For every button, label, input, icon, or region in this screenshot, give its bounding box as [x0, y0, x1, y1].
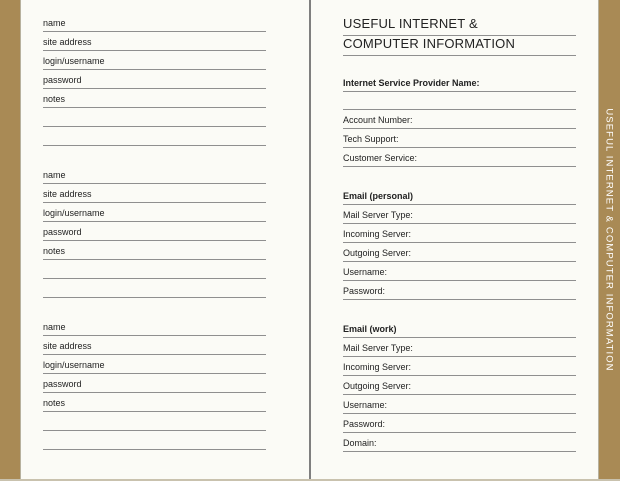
personal-username-field[interactable]: Username:: [343, 264, 576, 281]
password-field[interactable]: password: [43, 72, 266, 89]
work-incoming-server-field[interactable]: Incoming Server:: [343, 359, 576, 376]
work-password-field[interactable]: Password:: [343, 416, 576, 433]
work-username-field[interactable]: Username:: [343, 397, 576, 414]
isp-name-field[interactable]: Internet Service Provider Name:: [343, 75, 576, 92]
password-field[interactable]: password: [43, 376, 266, 393]
page-title-line-1: USEFUL INTERNET &: [343, 16, 576, 36]
notes-extra-line[interactable]: [43, 129, 266, 146]
page-title-line-2: COMPUTER INFORMATION: [343, 36, 576, 56]
notes-extra-line[interactable]: [43, 281, 266, 298]
notes-field[interactable]: notes: [43, 395, 266, 412]
personal-outgoing-server-field[interactable]: Outgoing Server:: [343, 245, 576, 262]
left-tab-edge: [0, 0, 20, 481]
account-number-field[interactable]: Account Number:: [343, 112, 576, 129]
name-field[interactable]: name: [43, 167, 266, 184]
isp-name-extra-line[interactable]: [343, 93, 576, 110]
work-domain-field[interactable]: Domain:: [343, 435, 576, 452]
notes-field[interactable]: notes: [43, 91, 266, 108]
notes-extra-line[interactable]: [43, 110, 266, 127]
customer-service-field[interactable]: Customer Service:: [343, 150, 576, 167]
name-field[interactable]: name: [43, 15, 266, 32]
login-username-field[interactable]: login/username: [43, 357, 266, 374]
password-field[interactable]: password: [43, 224, 266, 241]
work-outgoing-server-field[interactable]: Outgoing Server:: [343, 378, 576, 395]
notes-field[interactable]: notes: [43, 243, 266, 260]
personal-password-field[interactable]: Password:: [343, 283, 576, 300]
left-page-edge: [20, 0, 21, 481]
name-field[interactable]: name: [43, 319, 266, 336]
notes-extra-line[interactable]: [43, 414, 266, 431]
personal-mail-server-type-field[interactable]: Mail Server Type:: [343, 207, 576, 224]
email-personal-heading: Email (personal): [343, 188, 576, 205]
login-username-field[interactable]: login/username: [43, 53, 266, 70]
book-spine: [309, 0, 311, 481]
work-mail-server-type-field[interactable]: Mail Server Type:: [343, 340, 576, 357]
notes-extra-line[interactable]: [43, 262, 266, 279]
login-username-field[interactable]: login/username: [43, 205, 266, 222]
tech-support-field[interactable]: Tech Support:: [343, 131, 576, 148]
site-address-field[interactable]: site address: [43, 338, 266, 355]
site-address-field[interactable]: site address: [43, 34, 266, 51]
section-tab-label: USEFUL INTERNET & COMPUTER INFORMATION: [603, 108, 615, 372]
personal-incoming-server-field[interactable]: Incoming Server:: [343, 226, 576, 243]
site-address-field[interactable]: site address: [43, 186, 266, 203]
notes-extra-line[interactable]: [43, 433, 266, 450]
email-work-heading: Email (work): [343, 321, 576, 338]
